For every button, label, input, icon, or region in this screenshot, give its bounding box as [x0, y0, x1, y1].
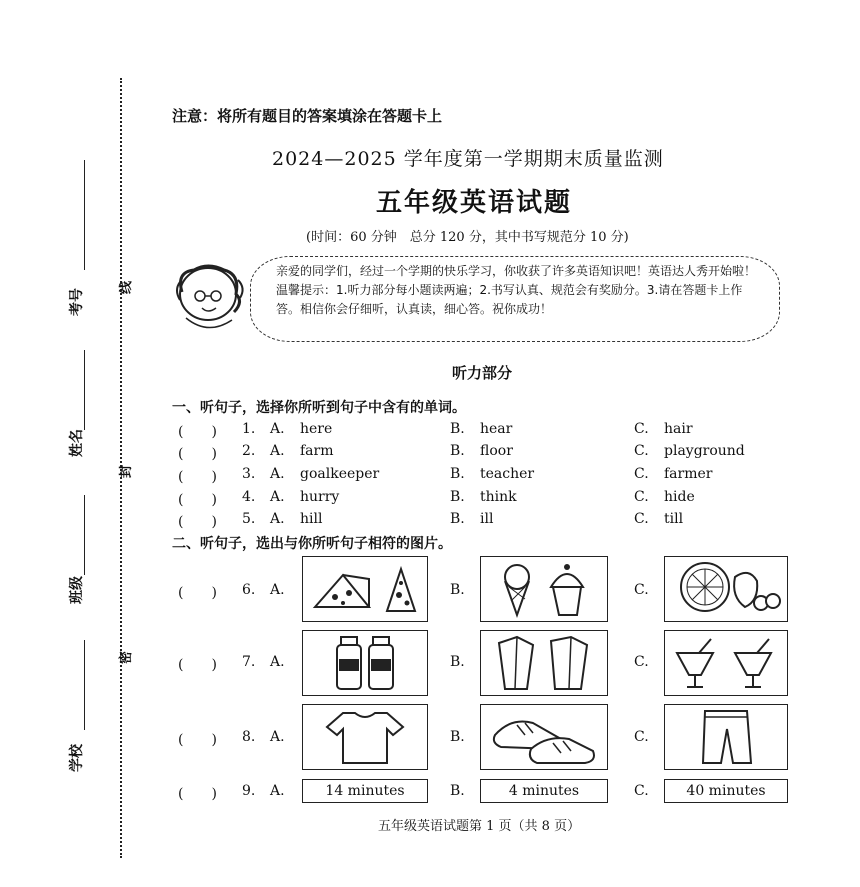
option-c-label: C.	[634, 421, 649, 437]
school-label: 学校	[69, 744, 85, 772]
option-c-label: C.	[634, 466, 649, 482]
option-c: hide	[664, 489, 695, 505]
option-a-label: A.	[270, 443, 285, 459]
page-footer: 五年级英语试题第 1 页（共 8 页）	[378, 819, 581, 834]
question-number: 6.	[242, 582, 256, 598]
option-c-label: C.	[634, 783, 649, 799]
option-a-label: A.	[270, 729, 285, 745]
answer-paren[interactable]: ( )	[178, 585, 217, 601]
option-b-label: B.	[450, 582, 465, 598]
option-b-box[interactable]: 4 minutes	[480, 779, 608, 803]
option-a-label: A.	[270, 489, 285, 505]
subject-title: 五年级英语试题	[376, 188, 573, 218]
option-c: playground	[664, 443, 745, 459]
exam-no-line	[84, 160, 85, 270]
question-row	[178, 466, 713, 486]
option-b-label: B.	[450, 729, 465, 745]
seal-seal-label: 封	[119, 464, 135, 479]
option-b-label: B.	[450, 489, 465, 505]
option-a-label: A.	[270, 466, 285, 482]
option-c-box[interactable]: 40 minutes	[664, 779, 788, 803]
picture-t-shirt[interactable]	[302, 704, 428, 770]
option-c-label: C.	[634, 729, 649, 745]
picture-fruits[interactable]	[664, 556, 788, 622]
picture-milk-bottles[interactable]	[302, 630, 428, 696]
question-number: 3.	[242, 466, 256, 482]
question-number: 8.	[242, 729, 256, 745]
answer-paren[interactable]: ( )	[178, 492, 217, 508]
option-c: hair	[664, 421, 693, 437]
picture-drinks[interactable]	[664, 630, 788, 696]
option-c-label: C.	[634, 582, 649, 598]
option-a-label: A.	[270, 511, 285, 527]
option-a-label: A.	[270, 582, 285, 598]
answer-paren[interactable]: ( )	[178, 514, 217, 530]
part1-heading: 一、听句子，选择你所听到句子中含有的单词。	[172, 400, 466, 416]
exam-no-label: 考号	[69, 288, 85, 316]
option-c-label: C.	[634, 654, 649, 670]
question-row	[178, 654, 649, 674]
option-c: farmer	[664, 466, 713, 482]
question-row	[178, 511, 684, 531]
option-a-label: A.	[270, 783, 285, 799]
option-b: ill	[480, 511, 494, 527]
question-number: 5.	[242, 511, 256, 527]
notice: 注意：将所有题目的答案填涂在答题卡上	[172, 107, 443, 125]
question-row	[178, 443, 745, 463]
option-a-label: A.	[270, 654, 285, 670]
exam-meta: (时间：60 分钟 总分 120 分，其中书写规范分 10 分)	[306, 230, 629, 245]
question-number: 2.	[242, 443, 256, 459]
question-row	[178, 421, 693, 441]
section-title: 听力部分	[452, 364, 513, 382]
option-b-label: B.	[450, 466, 465, 482]
option-a: farm	[300, 443, 334, 459]
seal-line-label: 线	[119, 280, 135, 295]
option-b-label: B.	[450, 783, 465, 799]
option-c-label: C.	[634, 443, 649, 459]
answer-paren[interactable]: ( )	[178, 469, 217, 485]
picture-icecream-cupcake[interactable]	[480, 556, 608, 622]
school-line	[84, 640, 85, 730]
option-b-label: B.	[450, 511, 465, 527]
question-number: 1.	[242, 421, 256, 437]
option-b-label: B.	[450, 654, 465, 670]
option-b: think	[480, 489, 517, 505]
answer-paren[interactable]: ( )	[178, 424, 217, 440]
picture-trousers[interactable]	[664, 704, 788, 770]
option-a-label: A.	[270, 421, 285, 437]
option-b: teacher	[480, 466, 535, 482]
class-label: 班级	[69, 576, 85, 604]
option-b-label: B.	[450, 421, 465, 437]
option-c-label: C.	[634, 489, 649, 505]
exam-title: 2024—2025 学年度第一学期期末质量监测	[272, 148, 664, 170]
picture-sneakers[interactable]	[480, 704, 608, 770]
option-a-box[interactable]: 14 minutes	[302, 779, 428, 803]
option-a: here	[300, 421, 333, 437]
intro-text: 亲爱的同学们，经过一个学期的快乐学习，你收获了许多英语知识吧！英语达人秀开始啦！温馨提示：1.听力部分每小题读两遍；2.书写认真、规范会有奖励分。3.请在答题卡上作答。相信你会仔细听，认真读，细心答。祝你成功！	[276, 264, 757, 316]
class-line	[84, 495, 85, 575]
picture-cheese[interactable]	[302, 556, 428, 622]
answer-paren[interactable]: ( )	[178, 657, 217, 673]
question-number: 9.	[242, 783, 256, 799]
seal-secret-label: 密	[119, 650, 135, 665]
answer-paren[interactable]: ( )	[178, 786, 217, 802]
girl-illustration	[172, 262, 250, 334]
name-line	[84, 350, 85, 430]
option-c-label: C.	[634, 511, 649, 527]
option-a: hill	[300, 511, 323, 527]
picture-juice-boxes[interactable]	[480, 630, 608, 696]
question-row	[178, 489, 695, 509]
option-a: goalkeeper	[300, 466, 380, 482]
option-b: hear	[480, 421, 513, 437]
option-b: floor	[480, 443, 513, 459]
question-number: 7.	[242, 654, 256, 670]
answer-paren[interactable]: ( )	[178, 732, 217, 748]
question-row	[178, 582, 649, 602]
part2-heading: 二、听句子，选出与你所听句子相符的图片。	[172, 536, 452, 552]
name-label: 姓名	[69, 429, 85, 457]
option-b-label: B.	[450, 443, 465, 459]
question-row	[178, 729, 649, 749]
question-number: 4.	[242, 489, 256, 505]
option-a: hurry	[300, 489, 340, 505]
answer-paren[interactable]: ( )	[178, 446, 217, 462]
option-c: till	[664, 511, 684, 527]
